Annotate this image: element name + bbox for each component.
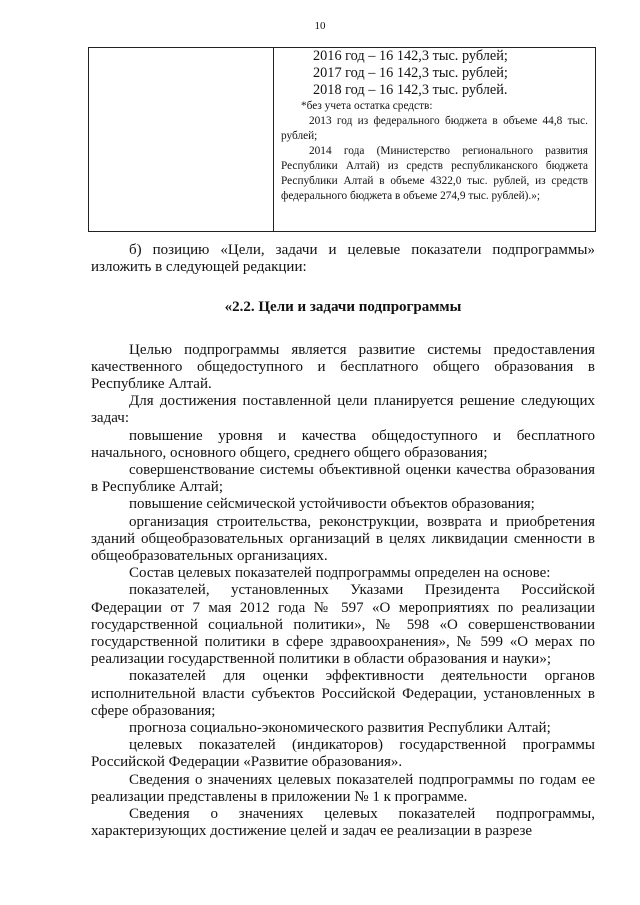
paragraph-tasks-intro: Для достижения поставленной цели планируется решение следующих задач: bbox=[91, 393, 595, 427]
table-right-cell bbox=[274, 48, 596, 232]
funding-year-2016: 2016 год – 16 142,3 тыс. рублей; bbox=[313, 48, 508, 64]
table-left-cell bbox=[89, 48, 274, 232]
paragraph-task-3: повышение сейсмической устойчивости объектов образования; bbox=[129, 496, 535, 513]
document-body bbox=[91, 242, 595, 841]
paragraph-values-annex: Сведения о значениях целевых показателей подпрограммы по годам ее реализации представлены в приложении № 1 к программе. bbox=[91, 771, 595, 805]
funding-year-2017: 2017 год – 16 142,3 тыс. рублей; bbox=[313, 65, 508, 81]
funding-table-fragment bbox=[88, 47, 596, 232]
paragraph-indicators-intro: Состав целевых показателей подпрограммы определен на основе: bbox=[129, 565, 551, 582]
section-heading: «2.2. Цели и задачи подпрограммы bbox=[224, 299, 462, 316]
paragraph-indicator-federal: целевых показателей (индикаторов) государственной программы Российской Федерации «Развитие образования». bbox=[91, 737, 595, 771]
paragraph-indicator-efficiency: показателей для оценки эффективности деятельности органов исполнительной власти субъектов Российской Федерации, установленных в сфере образования; bbox=[91, 668, 595, 719]
paragraph-values-breakdown: Сведения о значениях целевых показателей подпрограммы, характеризующих достижение целей и задач ее реализации в разрезе bbox=[91, 806, 595, 840]
footnote-2014: 2014 года (Министерство регионального развития Республики Алтай) из средств республиканского бюджета Республики Алтай в объеме 4322,0 тыс. рублей, из средств федерального бюджета в объеме 274,9 тыс. рублей).»; bbox=[281, 145, 588, 202]
funding-year-2018: 2018 год – 16 142,3 тыс. рублей. bbox=[313, 82, 508, 98]
page-number: 10 bbox=[314, 20, 326, 32]
paragraph-task-2: совершенствование системы объективной оценки качества образования в Республике Алтай; bbox=[91, 462, 595, 496]
footnote-2013: 2013 год из федерального бюджета в объеме 44,8 тыс. рублей; bbox=[281, 115, 588, 142]
paragraph-indicator-decrees: показателей, установленных Указами Президента Российской Федерации от 7 мая 2012 года № 597 «О мероприятиях по реализации государственной социальной политики», № 598 «О совершенствовании государственной политики в сфере здравоохранения», № 599 «О мерах по реализации государственной политики в области образования и науки»; bbox=[91, 582, 595, 668]
paragraph-goal: Целью подпрограммы является развитие системы предоставления качественного общедоступного и бесплатного общего образования в Республике Алтай. bbox=[91, 341, 595, 393]
paragraph-task-4: организация строительства, реконструкции, возврата и приобретения зданий общеобразовательных организаций в целях ликвидации сменности в общеобразовательных организациях. bbox=[91, 513, 595, 565]
amendment-intro: б) позицию «Цели, задачи и целевые показатели подпрограммы» изложить в следующей редакции: bbox=[91, 242, 595, 276]
paragraph-indicator-forecast: прогноза социально-экономического развития Республики Алтай; bbox=[129, 720, 551, 737]
paragraph-task-1: повышение уровня и качества общедоступного и бесплатного начального, основного общего, среднего общего образования; bbox=[91, 427, 595, 461]
footnote-title: *без учета остатка средств: bbox=[301, 100, 433, 112]
